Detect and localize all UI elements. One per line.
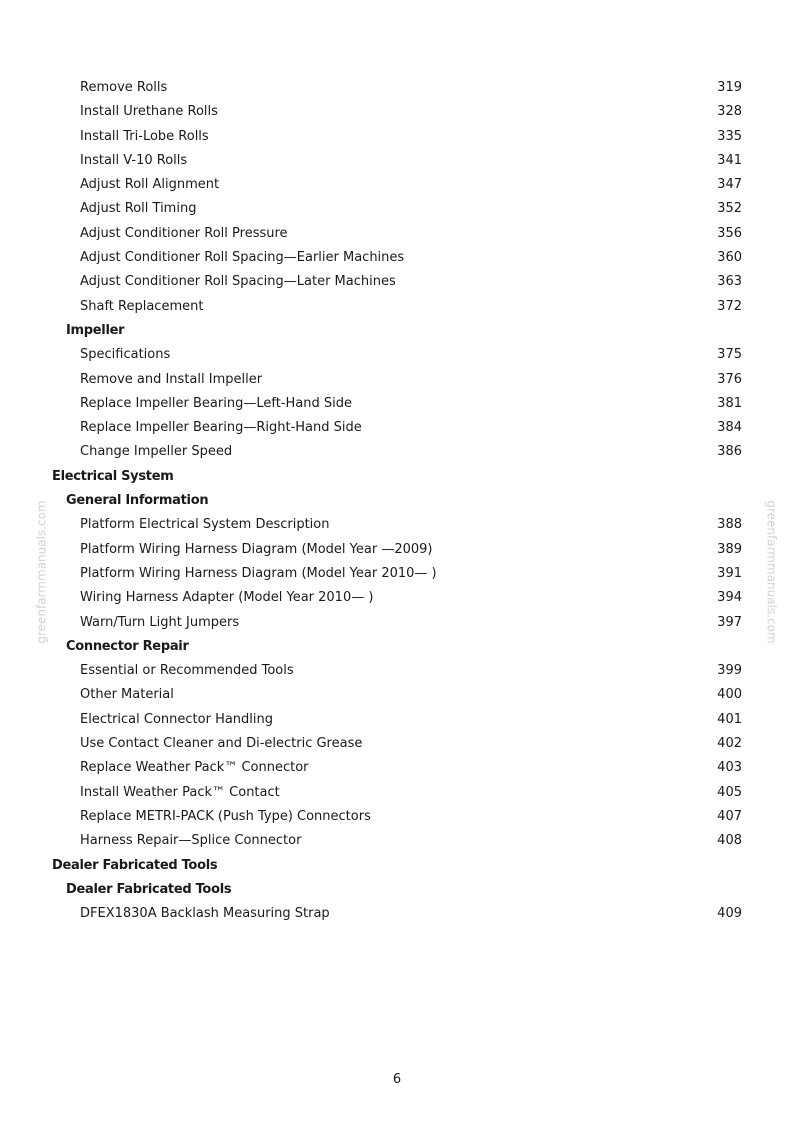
toc-entry-page-number: 360 [717,250,742,266]
toc-entry-page-number: 381 [717,395,742,411]
toc-entry-page-number: 386 [717,444,742,460]
toc-entry[interactable] [0,197,794,221]
toc-entry-title: Replace Impeller Bearing—Right-Hand Side [80,420,362,436]
toc-entry-page-number: 372 [717,298,742,314]
toc-entry[interactable] [0,295,794,319]
toc-entry[interactable] [0,878,794,902]
toc-entry[interactable] [0,392,794,416]
toc-entry-page-number: 401 [717,711,742,727]
toc-entry[interactable] [0,149,794,173]
watermark-left: greenfarmmanuals.com [34,500,49,644]
toc-entry-title: Replace METRI-PACK (Push Type) Connectors [80,808,371,824]
toc-entry-title: Shaft Replacement [80,298,204,314]
toc-entry[interactable] [0,854,794,878]
toc-entry-title: Platform Electrical System Description [80,517,330,533]
toc-entry[interactable] [0,562,794,586]
toc-entry-title: Adjust Roll Alignment [80,177,220,193]
toc-entry-page-number: 352 [717,201,742,217]
toc-entry-title: Harness Repair—Splice Connector [80,833,302,849]
toc-entry-page-number: 341 [717,152,742,168]
toc-entry-title: Install V-10 Rolls [80,152,188,168]
toc-entry-page-number: 384 [717,420,742,436]
toc-entry[interactable] [0,829,794,853]
toc-entry-title: Use Contact Cleaner and Di-electric Grease [80,736,363,752]
page-number: 6 [392,1072,402,1087]
toc-entry[interactable] [0,489,794,513]
toc-entry-title: Replace Weather Pack™ Connector [80,760,309,776]
toc-entry-title: Essential or Recommended Tools [80,663,294,679]
toc-entry[interactable] [0,513,794,537]
toc-entry-page-number: 408 [717,833,742,849]
toc-entry-page-number: 363 [717,274,742,290]
toc-entry-page-number: 400 [717,687,742,703]
toc-entry-page-number: 389 [717,541,742,557]
toc-entry[interactable] [0,319,794,343]
toc-entry[interactable] [0,100,794,124]
toc-entry[interactable] [0,611,794,635]
toc-section-heading: Dealer Fabricated Tools [66,881,232,897]
toc-entry[interactable] [0,173,794,197]
toc-entry[interactable] [0,732,794,756]
toc-entry[interactable] [0,586,794,610]
toc-entry-page-number: 356 [717,225,742,241]
toc-entry[interactable] [0,368,794,392]
toc-entry-page-number: 328 [717,104,742,120]
watermark-right: greenfarmmanuals.com [764,500,779,644]
toc-section-heading: Dealer Fabricated Tools [52,857,218,873]
toc-entry[interactable] [0,781,794,805]
toc-entry-title: Remove Rolls [80,80,168,95]
toc-entry[interactable] [0,902,794,926]
toc-entry-title: Specifications [80,347,171,363]
toc-entry-page-number: 391 [717,565,742,581]
toc-entry[interactable] [0,125,794,149]
toc-entry-title: Adjust Conditioner Roll Spacing—Later Machines [80,274,396,290]
toc-entry-page-number: 375 [717,347,742,363]
toc-section-heading: Impeller [66,322,125,338]
toc-entry-page-number: 347 [717,177,742,193]
toc-entry-page-number: 407 [717,808,742,824]
toc-entry[interactable] [0,708,794,732]
toc-entry[interactable] [0,416,794,440]
toc-entry-page-number: 409 [717,906,742,922]
toc-entry[interactable] [0,659,794,683]
toc-entry-title: Install Weather Pack™ Contact [80,784,280,800]
toc-entry-page-number: 388 [717,517,742,533]
toc-entry[interactable] [0,246,794,270]
toc-entry-title: Warn/Turn Light Jumpers [80,614,240,630]
toc-entry-title: Change Impeller Speed [80,444,233,460]
toc-entry-title: DFEX1830A Backlash Measuring Strap [80,906,330,922]
toc-entry-page-number: 399 [717,663,742,679]
toc-entry-title: Install Urethane Rolls [80,104,218,120]
toc-entry-title: Replace Impeller Bearing—Left-Hand Side [80,395,352,411]
toc-section-heading: General Information [66,493,209,509]
table-of-contents [0,76,794,926]
toc-entry[interactable] [0,343,794,367]
toc-entry[interactable] [0,756,794,780]
toc-entry[interactable] [0,440,794,464]
toc-entry-page-number: 319 [717,80,742,95]
toc-entry-page-number: 394 [717,590,742,606]
toc-entry-title: Adjust Conditioner Roll Spacing—Earlier Machines [80,250,405,266]
toc-entry[interactable] [0,76,794,100]
toc-entry[interactable] [0,683,794,707]
toc-entry-page-number: 405 [717,784,742,800]
toc-entry[interactable] [0,465,794,489]
toc-entry-page-number: 402 [717,736,742,752]
toc-entry-title: Adjust Roll Timing [80,201,197,217]
toc-entry-page-number: 335 [717,128,742,144]
toc-entry[interactable] [0,805,794,829]
toc-entry-title: Platform Wiring Harness Diagram (Model Year 2010— ) [80,565,437,581]
toc-entry-title: Remove and Install Impeller [80,371,263,387]
toc-entry-page-number: 397 [717,614,742,630]
toc-entry[interactable] [0,635,794,659]
toc-section-heading: Electrical System [52,468,174,484]
toc-entry-title: Electrical Connector Handling [80,711,274,727]
toc-entry[interactable] [0,538,794,562]
toc-entry-title: Platform Wiring Harness Diagram (Model Year —2009) [80,541,433,557]
toc-section-heading: Connector Repair [66,638,189,654]
toc-entry-title: Other Material [80,687,174,703]
toc-entry[interactable] [0,270,794,294]
toc-entry-page-number: 376 [717,371,742,387]
toc-entry-title: Install Tri-Lobe Rolls [80,128,209,144]
toc-entry[interactable] [0,222,794,246]
toc-entry-page-number: 403 [717,760,742,776]
toc-entry-title: Adjust Conditioner Roll Pressure [80,225,288,241]
toc-entry-title: Wiring Harness Adapter (Model Year 2010— ) [80,590,374,606]
